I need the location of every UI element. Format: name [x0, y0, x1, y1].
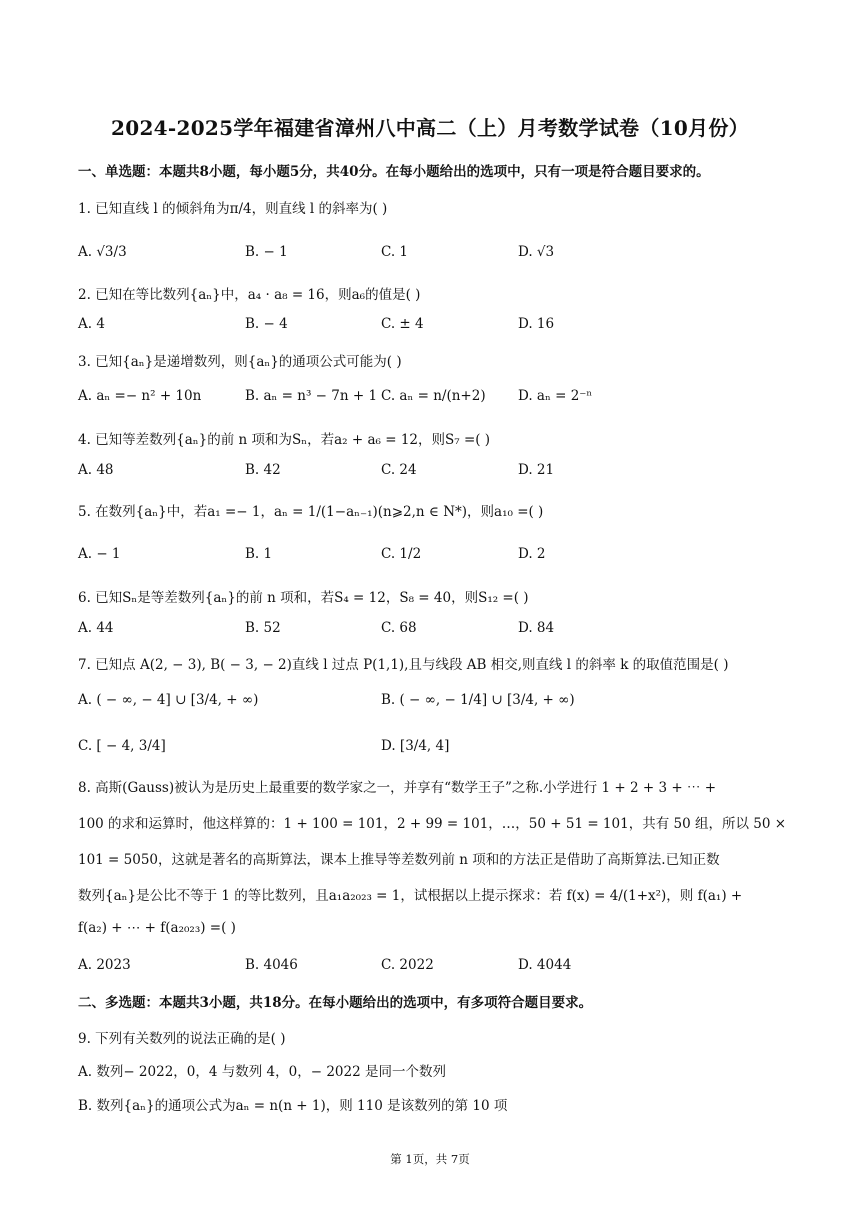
question-1-option-b: B. − 1: [245, 244, 288, 260]
question-5-option-b: B. 1: [245, 546, 273, 562]
question-6-option-c: C. 68: [381, 620, 417, 636]
question-7-option-d: D. [3/4, 4]: [381, 738, 450, 754]
question-2-option-d: D. 16: [518, 316, 555, 332]
question-2-option-b: B. − 4: [245, 316, 288, 332]
question-5-option-a: A. − 1: [78, 546, 121, 562]
question-2-option-a: A. 4: [78, 316, 105, 332]
question-8-line-1: 8. 高斯(Gauss)被认为是历史上最重要的数学家之一，并享有“数学王子”之称.小学进行 1 + 2 + 3 + ⋯ +: [78, 780, 717, 796]
question-4-stem: 4. 已知等差数列{aₙ}的前 n 项和为Sₙ，若a₂ + a₆ = 12，则S₇ =( ): [78, 432, 491, 448]
page-footer: 第 1页，共 7页: [390, 1152, 470, 1166]
question-4-option-a: A. 48: [78, 462, 114, 478]
question-1-option-c: C. 1: [381, 244, 409, 260]
question-6-option-d: D. 84: [518, 620, 555, 636]
question-7-stem: 7. 已知点 A(2, − 3), B( − 3, − 2)直线 l 过点 P(1,1),且与线段 AB 相交,则直线 l 的斜率 k 的取值范围是( ): [78, 657, 729, 673]
question-8-option-a: A. 2023: [78, 957, 131, 973]
question-2-stem: 2. 已知在等比数列{aₙ}中，a₄ · a₈ = 16，则a₆的值是( ): [78, 287, 421, 303]
question-1-option-d: D. √3: [518, 244, 555, 260]
question-6-option-b: B. 52: [245, 620, 281, 636]
question-8-line-5: f(a₂) + ⋯ + f(a₂₀₂₃) =( ): [78, 920, 236, 936]
question-3-stem: 3. 已知{aₙ}是递增数列，则{aₙ}的通项公式可能为( ): [78, 354, 402, 370]
question-4-option-c: C. 24: [381, 462, 417, 478]
section-single-choice: 一、单选题：本题共8小题，每小题5分，共40分。在每小题给出的选项中，只有一项是符合题目要求的。: [78, 164, 710, 180]
question-4-option-b: B. 42: [245, 462, 281, 478]
question-3-option-d: D. aₙ = 2⁻ⁿ: [518, 388, 593, 404]
page-title: 2024-2025学年福建省漳州八中高二（上）月考数学试卷（10月份）: [111, 116, 749, 140]
question-8-option-b: B. 4046: [245, 957, 298, 973]
question-6-option-a: A. 44: [78, 620, 114, 636]
question-9-option-a: A. 数列− 2022，0，4 与数列 4，0，− 2022 是同一个数列: [78, 1064, 446, 1080]
question-1-stem: 1. 已知直线 l 的倾斜角为π/4，则直线 l 的斜率为( ): [78, 201, 388, 217]
question-3-option-c: C. aₙ = n/(n+2): [381, 388, 486, 404]
question-7-option-b: B. ( − ∞, − 1/4] ∪ [3/4, + ∞): [381, 692, 575, 708]
question-8-line-2: 100 的求和运算时，他这样算的：1 + 100 = 101，2 + 99 = 101，…，50 + 51 = 101，共有 50 组，所以 50 ×: [78, 816, 787, 832]
question-2-option-c: C. ± 4: [381, 316, 424, 332]
question-3-option-a: A. aₙ =− n² + 10n: [78, 388, 202, 404]
question-9-stem: 9. 下列有关数列的说法正确的是( ): [78, 1031, 286, 1047]
question-4-option-d: D. 21: [518, 462, 555, 478]
question-5-option-d: D. 2: [518, 546, 546, 562]
question-5-option-c: C. 1/2: [381, 546, 422, 562]
question-7-option-a: A. ( − ∞, − 4] ∪ [3/4, + ∞): [78, 692, 259, 708]
question-8-option-c: C. 2022: [381, 957, 434, 973]
question-8-line-3: 101 = 5050，这就是著名的高斯算法，课本上推导等差数列前 n 项和的方法正是借助了高斯算法.已知正数: [78, 852, 720, 868]
question-5-stem: 5. 在数列{aₙ}中，若a₁ =− 1，aₙ = 1/(1−aₙ₋₁)(n⩾2,n ∈ N*)，则a₁₀ =( ): [78, 504, 544, 520]
question-9-option-b: B. 数列{aₙ}的通项公式为aₙ = n(n + 1)，则 110 是该数列的第 10 项: [78, 1098, 508, 1114]
question-1-option-a: A. √3/3: [78, 244, 127, 260]
question-7-option-c: C. [ − 4, 3/4]: [78, 738, 166, 754]
question-8-option-d: D. 4044: [518, 957, 572, 973]
question-6-stem: 6. 已知Sₙ是等差数列{aₙ}的前 n 项和，若S₄ = 12，S₈ = 40，则S₁₂ =( ): [78, 590, 529, 606]
question-3-option-b: B. aₙ = n³ − 7n + 1: [245, 388, 378, 404]
section-multiple-choice: 二、多选题：本题共3小题，共18分。在每小题给出的选项中，有多项符合题目要求。: [78, 995, 593, 1011]
question-8-line-4: 数列{aₙ}是公比不等于 1 的等比数列，且a₁a₂₀₂₃ = 1，试根据以上提示探求：若 f(x) = 4/(1+x²)，则 f(a₁) +: [78, 888, 743, 904]
